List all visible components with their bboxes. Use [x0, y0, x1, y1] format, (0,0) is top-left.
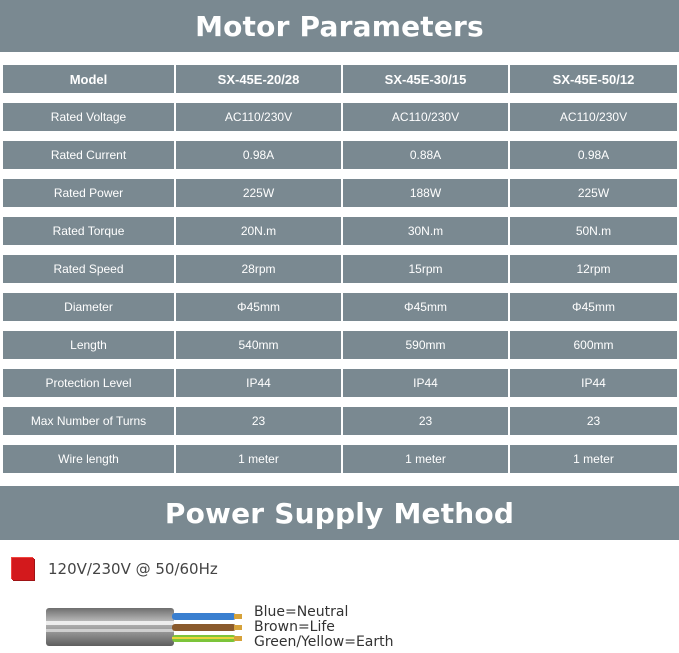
row-value: 225W — [510, 179, 677, 207]
row-label: Max Number of Turns — [3, 407, 176, 435]
red-square-icon — [12, 558, 34, 580]
row-value: 590mm — [343, 331, 510, 359]
table-row — [3, 141, 677, 169]
row-label: Rated Current — [3, 141, 176, 169]
row-value: 0.98A — [510, 141, 677, 169]
table-row — [3, 103, 677, 131]
row-value: 28rpm — [176, 255, 343, 283]
supply-voltage-label: 120V/230V @ 50/60Hz — [48, 560, 218, 578]
row-value: 23 — [176, 407, 343, 435]
row-value: IP44 — [510, 369, 677, 397]
motor-parameters-banner — [0, 0, 679, 52]
row-value: 12rpm — [510, 255, 677, 283]
row-value: AC110/230V — [343, 103, 510, 131]
row-value: 1 meter — [176, 445, 343, 473]
row-value: AC110/230V — [176, 103, 343, 131]
header-model-2: SX-45E-30/15 — [343, 65, 510, 93]
row-label: Wire length — [3, 445, 176, 473]
row-value: 0.88A — [343, 141, 510, 169]
wire-label-earth: Green/Yellow=Earth — [254, 634, 394, 650]
row-value: 30N.m — [343, 217, 510, 245]
row-label: Diameter — [3, 293, 176, 321]
header-model: Model — [3, 65, 176, 93]
power-supply-title: Power Supply Method — [164, 496, 515, 530]
table-header-row — [3, 65, 677, 93]
table-row — [3, 369, 677, 397]
table-row — [3, 293, 677, 321]
row-value: AC110/230V — [510, 103, 677, 131]
table-row — [3, 217, 677, 245]
wire-brown — [172, 624, 242, 631]
row-value: 1 meter — [510, 445, 677, 473]
row-label: Rated Voltage — [3, 103, 176, 131]
supply-spec — [12, 558, 218, 580]
table-row — [3, 331, 677, 359]
row-value: IP44 — [343, 369, 510, 397]
row-label: Rated Torque — [3, 217, 176, 245]
table-row — [3, 407, 677, 435]
row-value: 540mm — [176, 331, 343, 359]
row-value: 225W — [176, 179, 343, 207]
row-value: 23 — [343, 407, 510, 435]
wire-label-life: Brown=Life — [254, 619, 335, 635]
table-row — [3, 255, 677, 283]
power-cable-icon — [46, 604, 266, 648]
row-value: 23 — [510, 407, 677, 435]
row-value: 600mm — [510, 331, 677, 359]
row-value: 1 meter — [343, 445, 510, 473]
row-label: Rated Speed — [3, 255, 176, 283]
power-supply-banner — [0, 486, 679, 540]
row-value: Φ45mm — [510, 293, 677, 321]
row-label: Protection Level — [3, 369, 176, 397]
wire-green-yellow — [172, 635, 242, 642]
row-value: 188W — [343, 179, 510, 207]
row-value: 15rpm — [343, 255, 510, 283]
wire-legend — [254, 605, 394, 650]
table-row — [3, 179, 677, 207]
row-label: Rated Power — [3, 179, 176, 207]
header-model-3: SX-45E-50/12 — [510, 65, 677, 93]
row-value: Φ45mm — [343, 293, 510, 321]
motor-parameters-table — [3, 65, 677, 483]
row-value: 0.98A — [176, 141, 343, 169]
row-label: Length — [3, 331, 176, 359]
wire-label-neutral: Blue=Neutral — [254, 604, 349, 620]
row-value: 50N.m — [510, 217, 677, 245]
row-value: 20N.m — [176, 217, 343, 245]
wire-blue — [172, 613, 242, 620]
motor-parameters-title: Motor Parameters — [195, 9, 484, 43]
table-row — [3, 445, 677, 473]
row-value: Φ45mm — [176, 293, 343, 321]
header-model-1: SX-45E-20/28 — [176, 65, 343, 93]
row-value: IP44 — [176, 369, 343, 397]
